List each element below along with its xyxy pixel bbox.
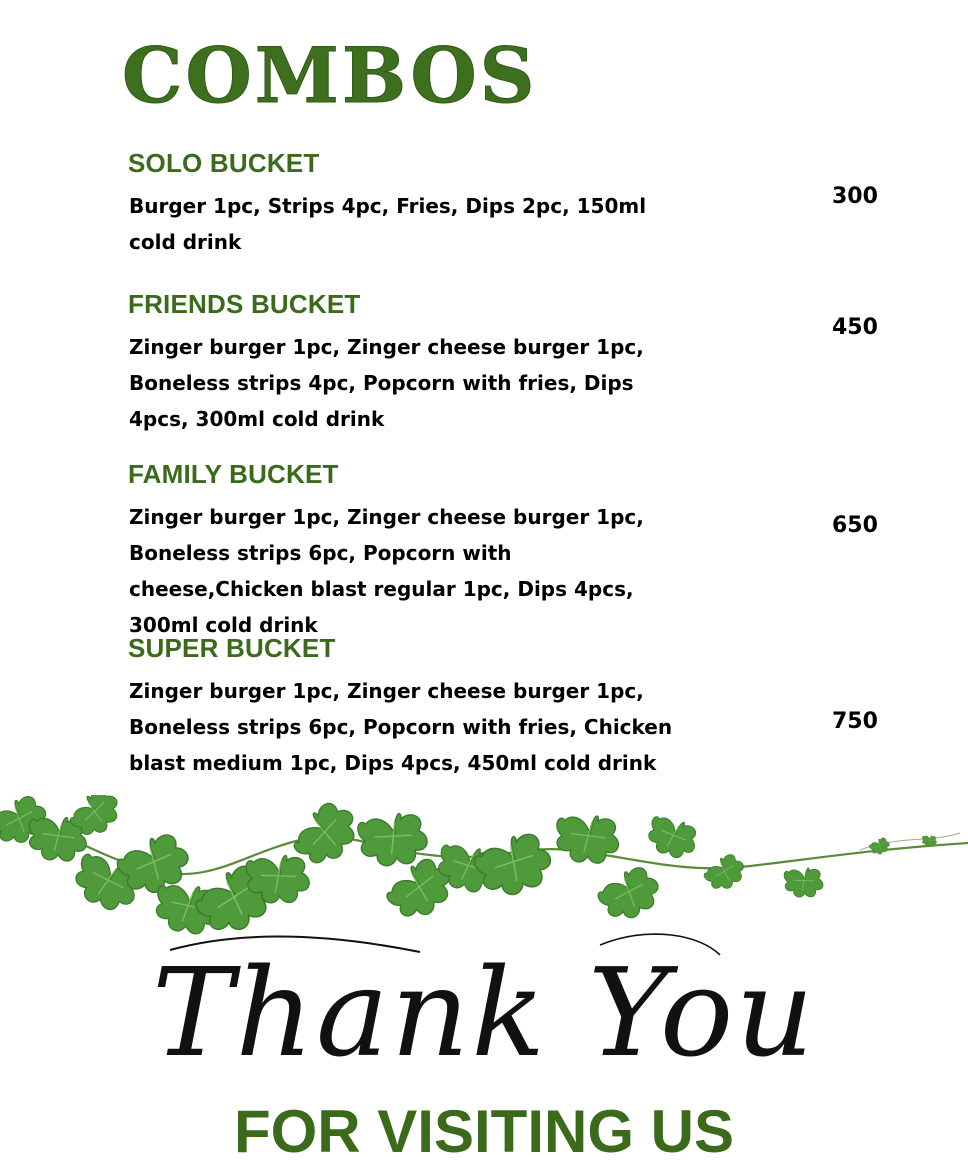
item-description: Burger 1pc, Strips 4pc, Fries, Dips 2pc, 150ml cold drink <box>129 194 647 254</box>
item-name: SUPER BUCKET <box>128 633 336 663</box>
item-name: FAMILY BUCKET <box>128 459 339 489</box>
menu-item-family-bucket <box>128 459 908 637</box>
thank-you-text: Thank You <box>152 942 816 1084</box>
menu-item-solo-bucket <box>128 148 908 254</box>
menu-title: COMBOS <box>122 31 538 120</box>
item-description: Zinger burger 1pc, Zinger cheese burger 1pc, Boneless strips 6pc, Popcorn with fries, Chicken blast medium 1pc, Dips 4pcs, 450ml cold drink <box>129 679 673 775</box>
item-price: 300 <box>832 184 878 209</box>
item-description: Zinger burger 1pc, Zinger cheese burger 1pc, Boneless strips 4pc, Popcorn with fries, Dips 4pcs, 300ml cold drink <box>129 335 644 431</box>
item-name: FRIENDS BUCKET <box>128 289 361 319</box>
item-description: Zinger burger 1pc, Zinger cheese burger 1pc, Boneless strips 6pc, Popcorn with cheese,Chicken blast regular 1pc, Dips 4pcs, 300ml cold drink <box>129 505 644 637</box>
menu-item-super-bucket <box>128 633 908 775</box>
menu-item-friends-bucket <box>128 289 908 431</box>
footer-message: FOR VISITING US <box>233 1098 735 1165</box>
item-price: 450 <box>832 315 878 340</box>
item-price: 750 <box>832 709 878 734</box>
item-price: 650 <box>832 513 878 538</box>
thank-you-script <box>0 930 968 1105</box>
item-name: SOLO BUCKET <box>128 148 320 178</box>
